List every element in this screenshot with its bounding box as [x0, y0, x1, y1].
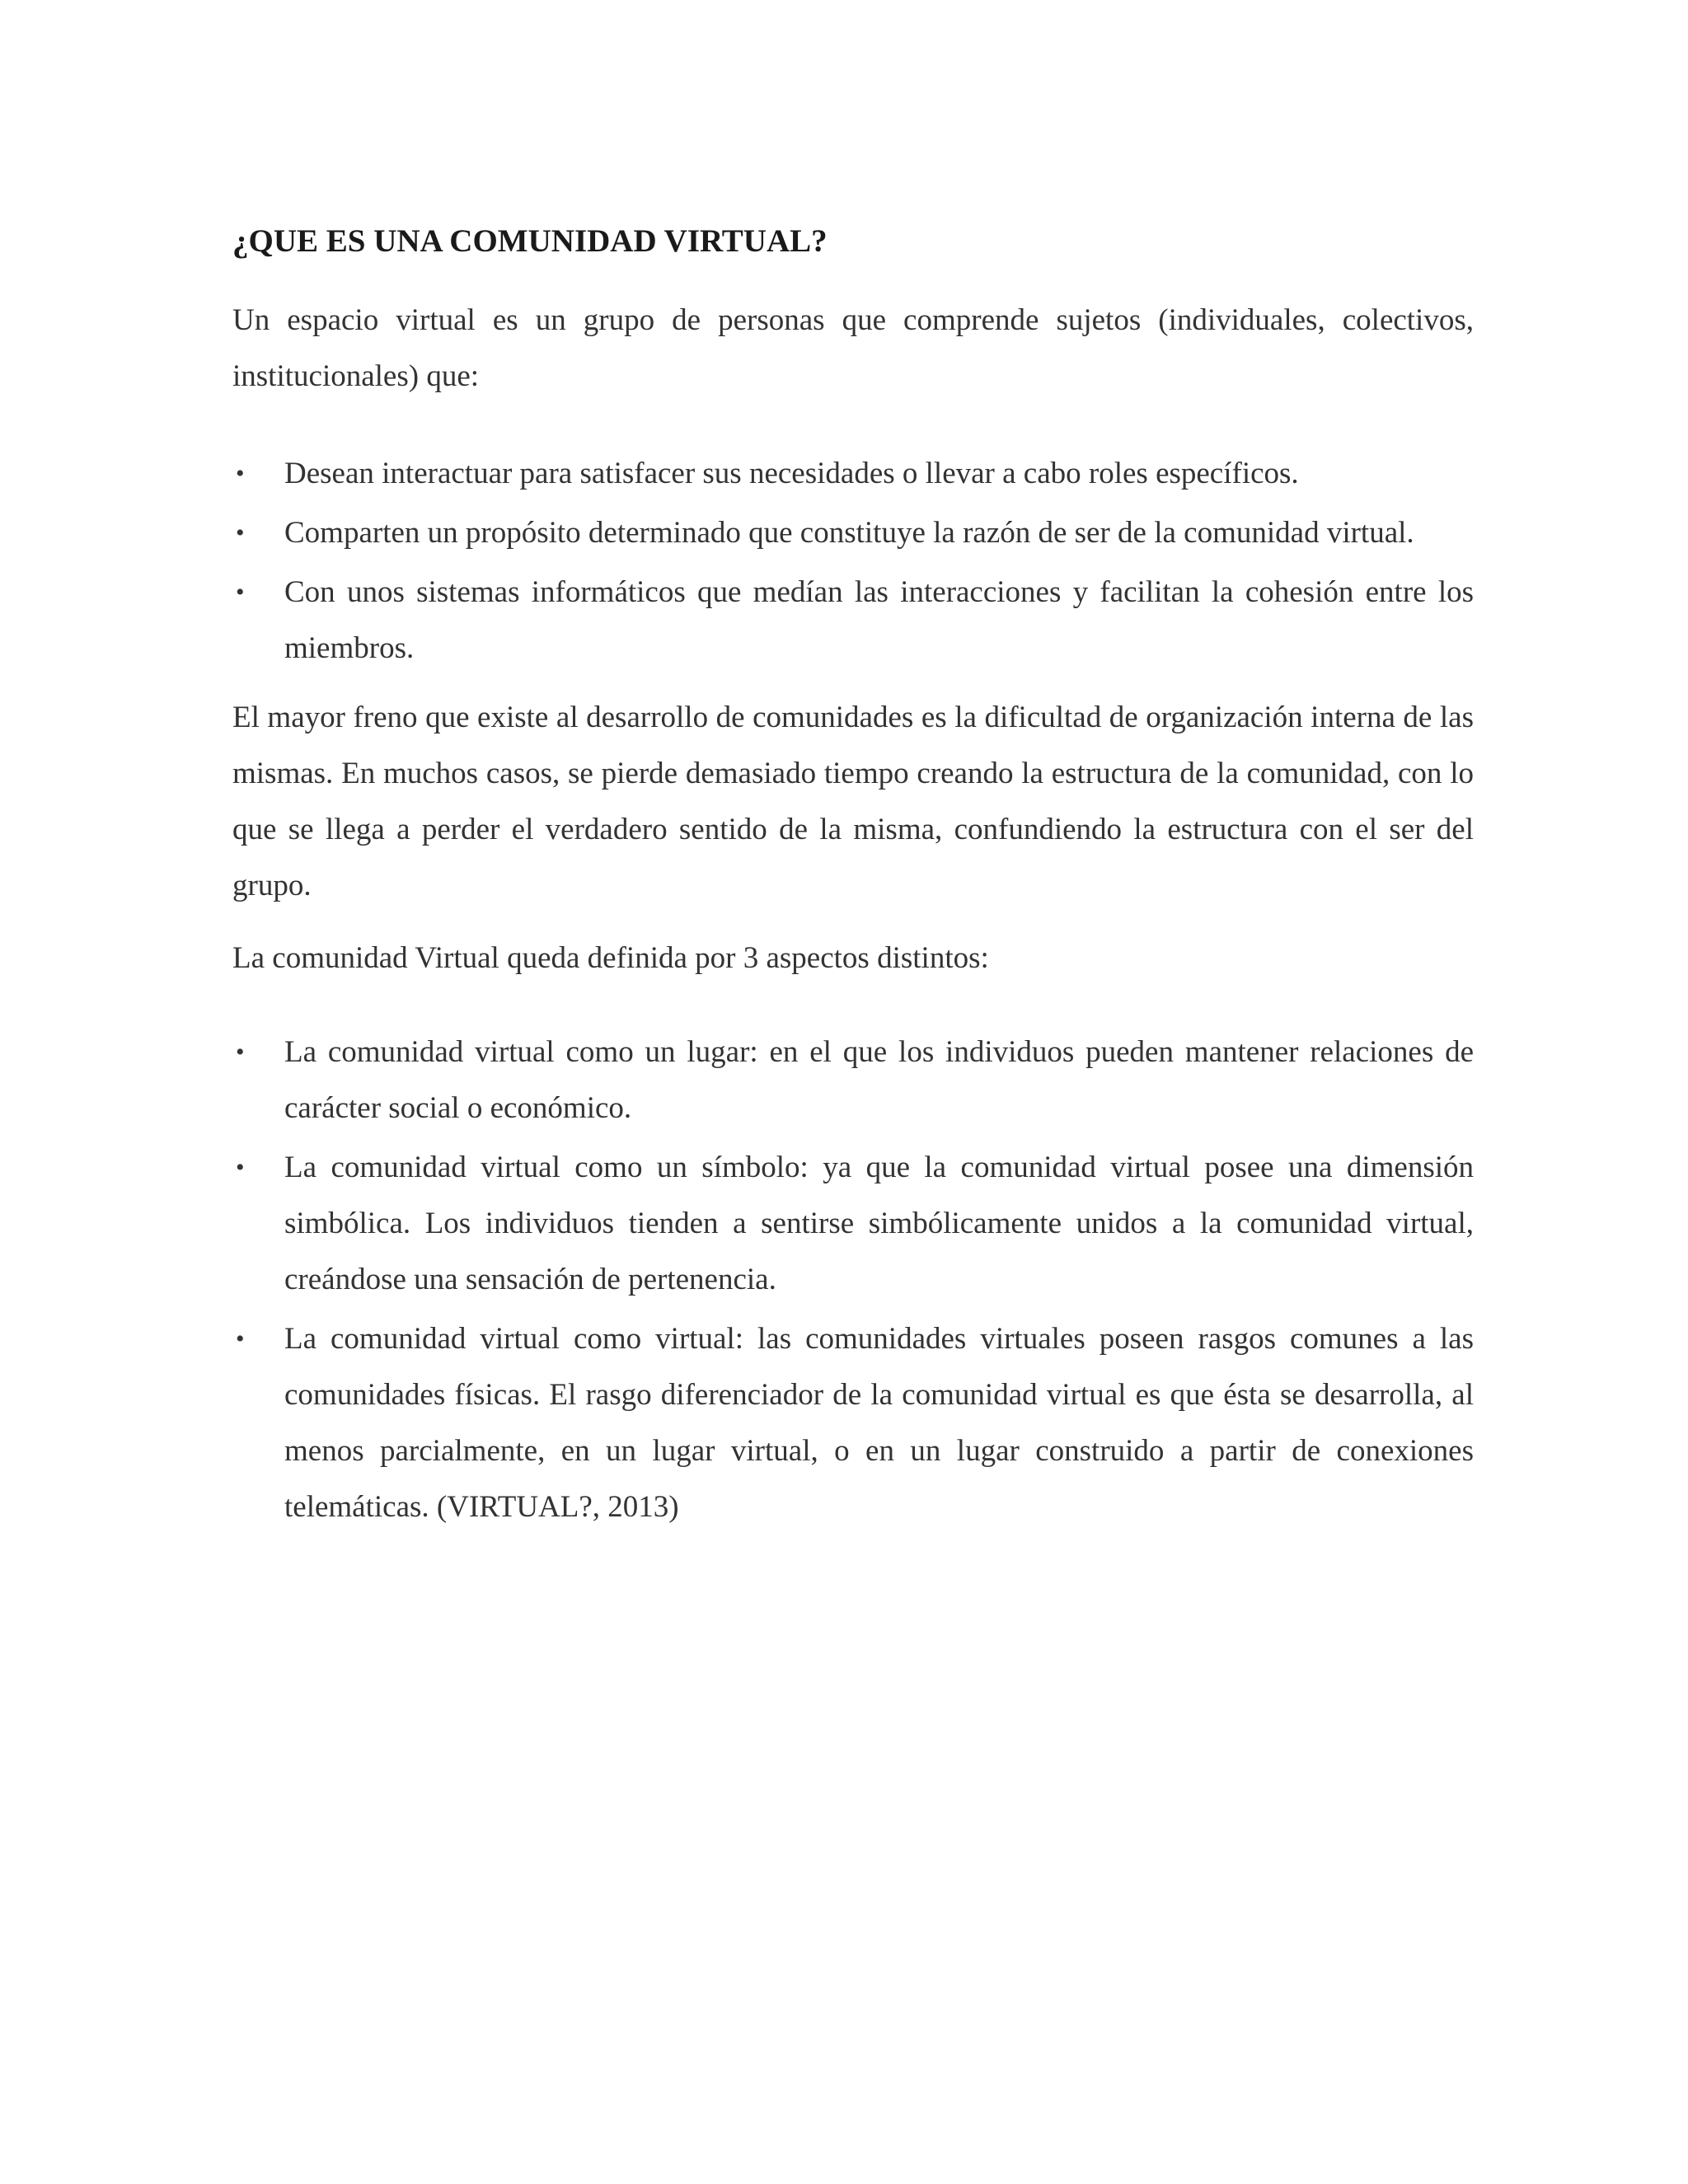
intro-paragraph: Un espacio virtual es un grupo de personas que comprende sujetos (individuales, colectivos, institucionales) que:: [232, 302, 1474, 393]
bullet-icon: •: [236, 1153, 245, 1181]
bullet-icon: •: [236, 1038, 245, 1066]
list-item-text: La comunidad virtual como virtual: las comunidades virtuales poseen rasgos comunes a las comunidades físicas. El rasgo diferenciador de la comunidad virtual es que ésta se desarrolla, al menos parcialmente, en un lugar virtual, o en un lugar construido a partir de conexiones telemáticas. (VIRTUAL?, 2013): [284, 1321, 1474, 1524]
list-item-text: Comparten un propósito determinado que constituye la razón de ser de la comunidad virtual.: [284, 515, 1414, 550]
list-item: [232, 505, 1474, 561]
list-item: [232, 565, 1474, 677]
list-item: [232, 1024, 1474, 1137]
bullet-icon: •: [236, 1324, 245, 1352]
body-paragraph: El mayor freno que existe al desarrollo de comunidades es la dificultad de organización interna de las mismas. En muchos casos, se pierde demasiado tiempo creando la estructura de la comunidad, con lo que se llega a perder el verdadero sentido de la misma, confundiendo la estructura con el ser del grupo.: [232, 700, 1474, 902]
list-item-text: La comunidad virtual como un lugar: en el que los individuos pueden mantener relaciones de carácter social o económico.: [284, 1034, 1474, 1125]
document-page: [232, 223, 1474, 1539]
bullet-list-needs: [232, 446, 1474, 677]
list-item-text: La comunidad virtual como un símbolo: ya que la comunidad virtual posee una dimensión simbólica. Los individuos tienden a sentirse simbólicamente unidos a la comunidad virtual, creándose una sensación de pertenencia.: [284, 1150, 1474, 1296]
bullet-icon: •: [236, 459, 245, 487]
list-item-text: Con unos sistemas informáticos que medían las interacciones y facilitan la cohesión entre los miembros.: [284, 574, 1474, 665]
list-item: [232, 1140, 1474, 1308]
bullet-icon: •: [236, 518, 245, 546]
aspects-intro-paragraph: La comunidad Virtual queda definida por 3 aspectos distintos:: [232, 940, 989, 975]
bullet-list-aspects: [232, 1024, 1474, 1535]
document-title: ¿QUE ES UNA COMUNIDAD VIRTUAL?: [232, 223, 828, 259]
list-item: [232, 446, 1474, 502]
bullet-icon: •: [236, 578, 245, 606]
list-item: [232, 1311, 1474, 1535]
list-item-text: Desean interactuar para satisfacer sus necesidades o llevar a cabo roles específicos.: [284, 456, 1299, 490]
